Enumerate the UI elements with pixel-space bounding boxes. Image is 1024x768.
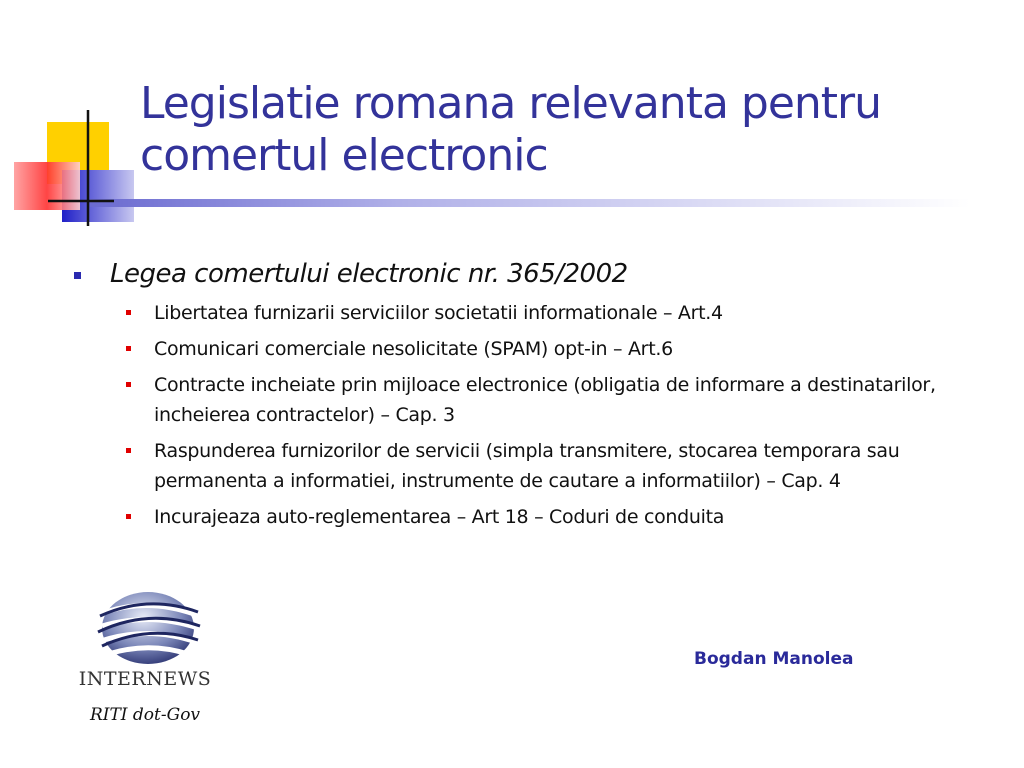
sub-bullet-text: Contracte incheiate prin mijloace electronice (obligatia de informare a destinatarilor, incheierea contractelor) – Cap. 3 bbox=[154, 374, 936, 426]
deco-gradient-line bbox=[90, 199, 970, 207]
sub-bullet-text: Comunicari comerciale nesolicitate (SPAM) opt-in – Art.6 bbox=[154, 338, 673, 360]
sub-bullet-list bbox=[70, 298, 970, 532]
slide-content bbox=[70, 254, 970, 538]
title-line-2: comertul electronic bbox=[140, 130, 548, 181]
sub-bullet-text: Raspunderea furnizorilor de servicii (simpla transmitere, stocarea temporara sau permanenta a informatiei, instrumente de cautare a informatiilor) – Cap. 4 bbox=[154, 440, 900, 492]
red-square-bullet-icon bbox=[126, 382, 131, 387]
sub-bullet-text: Libertatea furnizarii serviciilor societatii informationale – Art.4 bbox=[154, 302, 723, 324]
square-bullet-icon bbox=[74, 272, 81, 279]
logo-caption: RITI dot-Gov bbox=[89, 705, 201, 725]
sub-bullet-text: Incurajeaza auto-reglementarea – Art 18 – Coduri de conduita bbox=[154, 506, 725, 528]
red-square-bullet-icon bbox=[126, 310, 131, 315]
logo-wordmark: INTERNEWS bbox=[78, 668, 212, 690]
main-bullet-item bbox=[70, 254, 970, 294]
red-square-bullet-icon bbox=[126, 448, 131, 453]
red-square-bullet-icon bbox=[126, 514, 131, 519]
title-line-1: Legislatie romana relevanta pentru bbox=[140, 78, 882, 129]
sub-bullet-item bbox=[70, 298, 970, 328]
sub-bullet-item bbox=[70, 502, 970, 532]
sub-bullet-item bbox=[70, 334, 970, 364]
sub-bullet-item bbox=[70, 436, 970, 496]
deco-red-bar bbox=[14, 162, 80, 210]
slide-title bbox=[140, 78, 1000, 182]
sub-bullet-item bbox=[70, 370, 970, 430]
red-square-bullet-icon bbox=[126, 346, 131, 351]
main-bullet-text: Legea comertului electronic nr. 365/2002 bbox=[110, 259, 628, 289]
author-name: Bogdan Manolea bbox=[694, 649, 854, 669]
